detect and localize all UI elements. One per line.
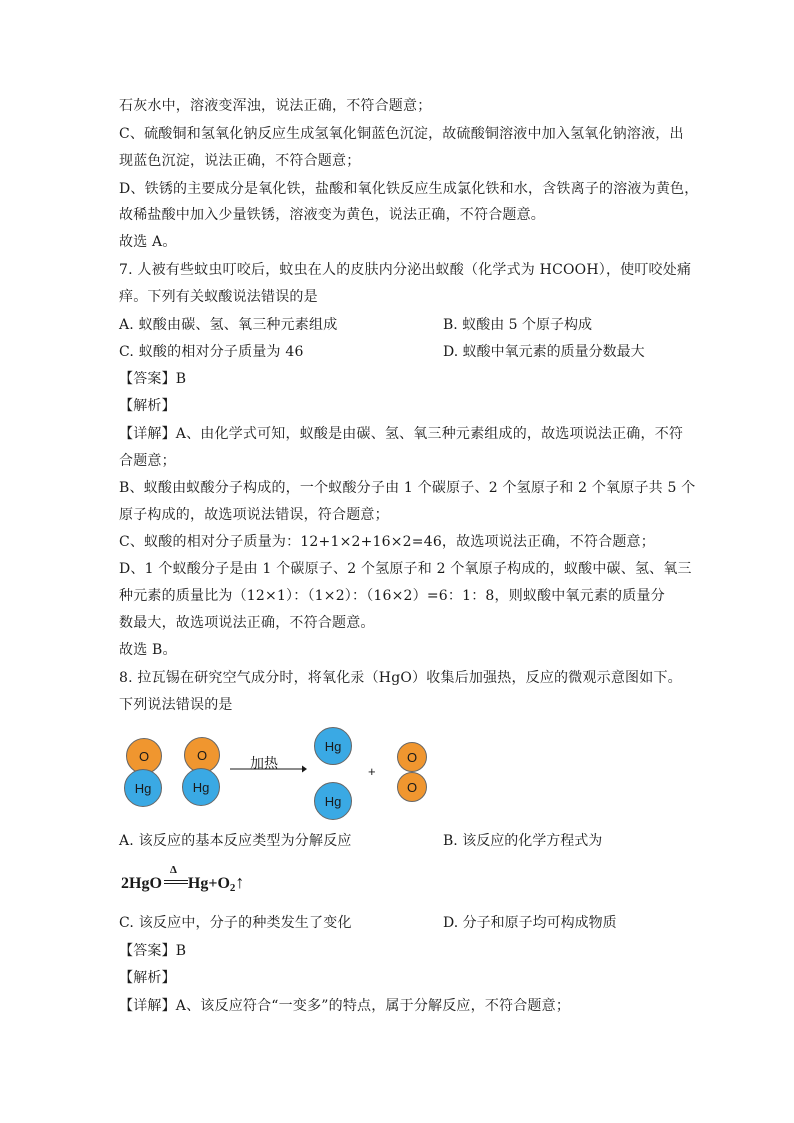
oxygen-atom: O	[397, 772, 427, 802]
q7-detail-line: 【详解】A、由化学式可知，蚁酸是由碳、氢、氧三种元素组成的，故选项说法正确，不符	[119, 426, 684, 442]
q7-option-a: A. 蚁酸由碳、氢、氧三种元素组成	[119, 317, 338, 333]
question-8-stem: 下列说法错误的是	[119, 697, 233, 713]
text-line: D、铁锈的主要成分是氧化铁，盐酸和氧化铁反应生成氯化铁和水，含铁离子的溶液为黄色，	[119, 181, 699, 197]
mercury-atom: Hg	[182, 768, 220, 806]
q7-detail-line: 故选 B。	[119, 642, 177, 658]
q8-analysis-heading: 【解析】	[119, 970, 176, 986]
gas-arrow-icon: ↑	[235, 872, 245, 892]
q7-detail-line: D、1 个蚁酸分子是由 1 个碳原子、2 个氢原子和 2 个氧原子构成的，蚁酸中碳、氢、氧三	[119, 561, 692, 577]
mercury-atom: Hg	[314, 727, 352, 765]
q8-answer: 【答案】B	[119, 943, 187, 959]
q7-analysis-heading: 【解析】	[119, 398, 176, 414]
q7-detail-line: B、蚁酸由蚁酸分子构成的，一个蚁酸分子由 1 个碳原子、2 个氢原子和 2 个氧原子共 5 个	[119, 480, 696, 496]
q8-option-b: B. 该反应的化学方程式为	[443, 833, 603, 849]
q7-option-b: B. 蚁酸由 5 个原子构成	[443, 317, 592, 333]
mercury-atom: Hg	[124, 769, 162, 807]
reaction-arrow-icon	[228, 764, 308, 774]
equation-subscript: 2	[229, 882, 236, 894]
q8-option-d: D. 分子和原子均可构成物质	[443, 915, 617, 931]
oxygen-atom: O	[184, 737, 220, 773]
equation-product: Hg+O	[187, 875, 230, 892]
q7-detail-line: 原子构成的，故选项说法错误，符合题意；	[119, 507, 389, 523]
text-line: 故稀盐酸中加入少量铁锈，溶液变为黄色，说法正确，不符合题意。	[119, 207, 545, 223]
mercury-atom: Hg	[314, 782, 352, 820]
text-line: 故选 A。	[119, 234, 177, 250]
heating-condition-symbol: Δ	[170, 864, 177, 876]
q7-option-d: D. 蚁酸中氧元素的质量分数最大	[443, 344, 645, 360]
question-8-stem: 8. 拉瓦锡在研究空气成分时，将氧化汞（HgO）收集后加强热，反应的微观示意图如下。	[119, 670, 682, 686]
oxygen-atom: O	[397, 742, 427, 772]
plus-sign: +	[368, 764, 376, 779]
q7-detail-line: 种元素的质量比为（12×1）：（1×2）：（16×2）=6：1：8，则蚁酸中氧元素的质量分	[119, 588, 665, 604]
text-line: 石灰水中，溶液变浑浊，说法正确，不符合题意；	[119, 98, 432, 114]
q7-detail-line: 数最大，故选项说法正确，不符合题意。	[119, 615, 375, 631]
q7-option-c: C. 蚁酸的相对分子质量为 46	[119, 344, 304, 360]
q7-answer: 【答案】B	[119, 371, 187, 387]
q7-detail-line: C、蚁酸的相对分子质量为：12+1×2+16×2=46，故选项说法正确，不符合题意；	[119, 534, 655, 550]
equation-reactant: 2HgO	[121, 875, 162, 892]
chemical-equation	[121, 872, 244, 898]
q8-option-c: C. 该反应中，分子的种类发生了变化	[119, 915, 352, 931]
reaction-condition-label: 加热	[250, 755, 278, 771]
q8-detail-line: 【详解】A、该反应符合“一变多”的特点，属于分解反应，不符合题意；	[119, 998, 571, 1014]
oxygen-atom: O	[126, 738, 162, 774]
question-7-stem: 痒。下列有关蚁酸说法错误的是	[119, 289, 318, 305]
text-line: C、硫酸铜和氢氧化钠反应生成氢氧化铜蓝色沉淀，故硫酸铜溶液中加入氢氧化钠溶液，出	[119, 126, 684, 142]
text-line: 现蓝色沉淀，说法正确，不符合题意；	[119, 153, 361, 169]
q7-detail-line: 合题意；	[119, 453, 176, 469]
question-7-stem: 7. 人被有些蚊虫叮咬后，蚊虫在人的皮肤内分泌出蚁酸（化学式为 HCOOH），使叮咬处痛	[119, 262, 692, 278]
q8-option-a: A. 该反应的基本反应类型为分解反应	[119, 833, 352, 849]
